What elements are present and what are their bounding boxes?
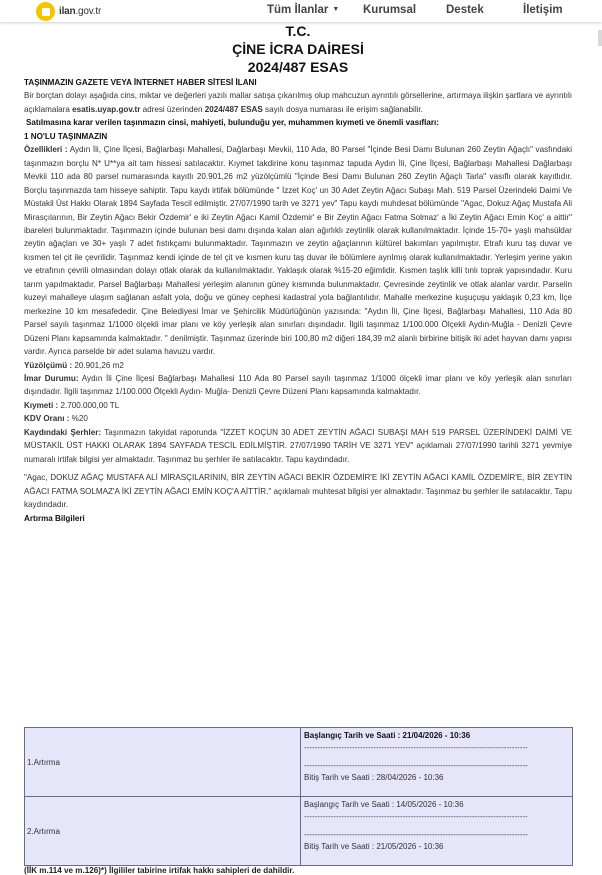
item-title: 1 NO'LU TAŞINMAZIN	[24, 131, 108, 141]
sale-subtitle: Satılmasına karar verilen taşınmazın cinsi, mahiyeti, bulunduğu yer, muhammen kıymeti ve önemli vasıfları:	[26, 118, 439, 128]
notice-document	[24, 20, 572, 525]
zoning-paragraph: İmar Durumu: Aydın İli Çine İlçesi Bağlarbaşı Mahallesi 110 Ada 80 Parsel sayılı taşınmaz 1/1000 ölçekli imar planı ve köy yerleşik alan sınırları dışındadır. İlgili taşınmaz 1/100.000 Ölçekli Aydın- Muğla- Denizli Çevre Düzeni Planı kapsamında kalmaktadır.	[24, 373, 572, 397]
area-line: Yüzölçümü : 20.901,26 m2	[24, 360, 124, 370]
auction-label: 2.Artırma	[25, 797, 301, 866]
nav-support[interactable]: Destek	[446, 4, 484, 16]
site-logo[interactable]	[36, 2, 101, 21]
esatis-link[interactable]: esatis.uyap.gov.tr	[72, 104, 141, 114]
auction-end: Bitiş Tarih ve Saati : 21/05/2026 - 10:36	[304, 842, 444, 851]
scrollbar-thumb[interactable]	[598, 30, 602, 46]
table-row	[25, 728, 573, 797]
office-title: ÇİNE İCRA DAİRESİ	[232, 41, 364, 57]
chevron-down-icon: ▼	[332, 6, 340, 14]
nav-contact[interactable]: İletişim	[523, 4, 563, 16]
nav-all-listings[interactable]: Tüm İlanlar ▼	[267, 4, 340, 16]
auction-end: Bitiş Tarih ve Saati : 28/04/2026 - 10:36	[304, 773, 444, 782]
auction-label: 1.Artırma	[25, 728, 301, 797]
logo-text: ilan.gov.tr	[59, 6, 102, 17]
footer-note: (İİK m.114 ve m.126)*) İlgililer tabirine irtifak hakkı sahipleri de dahildir.	[24, 866, 295, 875]
encumbrance-paragraph-2: "Agac, DOKUZ AĞAÇ MUSTAFA ALİ MİRASÇILARININ, BİR ZEYTİN AĞACI BEKİR ÖZDEMİR'E İKİ ZEYTİN AĞACI KAMİL ÖZDEMİR'E, BİR ZEYTİN AĞACI FATMA SOLMAZ'A İKİ ZEYTİN AĞACI EMİN KOÇ'A AİTTİR." açıklamalı muhtesat bilgisi yer almaktadır. Taşınmaz bu şerhler ile satılacaktır. Tapu kaydındadır.	[24, 473, 572, 510]
intro-paragraph: Bir borçtan dolayı aşağıda cins, miktar ve değerleri yazılı mallar satışa çıkarılmış olup mahcuzun ayrıntılı görsellerine, artırmaya ilişkin şartlara ve ayrıntılı açıklamalara esatis.uyap.gov.tr adresi üzerinden 2024/487 ESAS sayılı dosya numarası ile erişim sağlanabilir.	[24, 91, 572, 114]
vat-line: KDV Oranı : %20	[24, 414, 88, 424]
auction-dates	[301, 728, 573, 797]
features-paragraph: Özellikleri : Aydın İli, Çine İlçesi, Bağlarbaşı Mahallesi, Dağlarbaşı Mevkii, 110 Ada, 80 Parsel "İçinde Besi Damı Bulunan 260 Zeytin Ağaçlı" vasfındaki taşınmazın borçlu N* U**ya ait tam hissesi satılacaktır. Kıymet takdirine konu taşınmaz tapuda Aydın İli, Çine İlçesi, Bağlarbaşı Mahallesi Dağlarbaşı Mevkii 110 ada 80 parsel numarasında kayıtlı 20.901,26 m2 yüzölçümlü "İçinde Besi Damı Bulunan 260 Zeytin Ağaçlı Tarla" vasıflı olarak kayıtlıdır. Borçlu taşınmazda tam hisseye sahiptir. Tapu kaydı irtifak bölümünde " İzzet Koç' un 30 Adet Zeytin Ağacı Subaşı Mah. 519 Parsel Üzerindeki Daimi Ve Müstakil Üst Hakkı Olarak 1894 Sayfada Tescil edilmiştir. 27/07/1990 tarih ve 3271 yev" Tapu kaydı muhdesat bölümünde "Agac, Dokuz Ağaç Mustafa Ali Mirasçılarının, Bir Zeytin Ağacı Bekir Özdemir' e iki Zeytin Ağacı Kamil Özdemir' e Bir Zeytin Ağacı Fatma Solmaz' a İki Zeytin Ağacı Emin Koç' a aittir" ibareleri bulunmaktadır. Taşınmazın içinde bulunan besi damı dışında kalan alan ağırlıklı zeytinlik olarak kullanılmaktadır. İçinde 15-70+ yaşlı mahsüldar zeytin ağaçları ve 30+ yaşlı 7 adet fıstıkçamı bulunmaktadır. Taşınmazın ve zeytin ağaçlarının kültürel bakımları yapılmıştır. Etrafı kuru taş duvar ve kısmen tel çit ile çevrilidir. Taşınmaz kendi içinde de tel çit ve kısmen kuru taş duvar ile bölümlere ayrılmış olarak kullanılmaktadır. Yerleşim yerine yakın ve etrafının çevrili olmasından dolayı otlak olarak da kullanılmaktadır. Yaklaşık olarak %15-20 eğimlidir. Kısmen taşlık killi tınlı toprak yapısındadır. Kuru tarım yapılmaktadır. Parsel Bağlarbaşı Mahallesi yerleşim alanının güney kısmında bulunmaktadır. Çevresinde zeytinlik ve otlak alanlar vardır. Parselin kuzeyi mahalleye ulaşım sağlanan asfalt yola, doğu ve güney cephesi kadastral yola bağlantılıdır. Mahalle merkezine kuşuçuşu yaklaşık 0,23 km, İlçe merkezine 10 km mesafededir. Çine Belediyesi İmar ve Şehircilik Müdürlüğünün yazısında: "Aydın İli, Çine İlçesi, Bağlarbaşı Mahallesi, 110 Ada 80 Parsel sayılı taşınmaz 1/1000 ölçekli imar planı ve köy yerleşik alan sınırları dışındadır. İlgili taşınmaz 1/100.000 Ölçekli Aydın-Muğla - Denizli Çevre Düzeni Planı kapsamında kalmaktadır. " denilmiştir. Taşınmaz üzerinde biri 100,80 m2 diğeri 184,39 m2 alanlı birbirine bitişik iki adet hayvan damı yapısı vardır. Ayrıca parselde bir adet sulama havuzu vardır.	[24, 145, 572, 357]
table-row	[25, 797, 573, 866]
separator: ------------------------------------------------------------------------------------	[304, 812, 528, 821]
nav-corporate[interactable]: Kurumsal	[363, 4, 417, 16]
separator: ------------------------------------------------------------------------------------	[304, 743, 528, 752]
encumbrance-paragraph: Kaydındaki Şerhler: Taşınmazın takyidat raporunda "İZZET KOÇUN 30 ADET ZEYTİN AĞACI SUBAŞI MAH 519 PARSEL ÜZERİNDEKİ DAİMİ VE MÜSTAKİL ÜST HAKKI OLARAK 1894 SAYFADA TESCİL EDİLMİŞTİR. 27/07/1990 TARİH VE 3271 YEV" açıklamalı 27/07/1990 tarihli 3271 yevmiye numaralı irtifak bilgisi yer almaktadır. Taşınmaz bu şerhler ile satılacaktır. Tapu kaydındadır.	[24, 427, 572, 464]
auction-table	[24, 727, 573, 866]
separator: ------------------------------------------------------------------------------------	[304, 761, 528, 770]
top-navbar	[0, 0, 602, 22]
value-line: Kıymeti : 2.700.000,00 TL	[24, 400, 120, 410]
auction-dates	[301, 797, 573, 866]
notice-title: TAŞINMAZIN GAZETE VEYA İNTERNET HABER SİTESİ İLANI	[24, 78, 257, 87]
auction-info-title: Artırma Bilgileri	[24, 513, 85, 523]
logo-mark-icon	[36, 2, 55, 21]
tc-heading: T.C.	[285, 23, 311, 39]
auction-start: Başlangıç Tarih ve Saati : 14/05/2026 - 10:36	[304, 800, 464, 809]
case-number: 2024/487 ESAS	[247, 59, 349, 75]
auction-start: Başlangıç Tarih ve Saati : 21/04/2026 - 10:36	[304, 731, 471, 740]
separator: ------------------------------------------------------------------------------------	[304, 830, 528, 839]
